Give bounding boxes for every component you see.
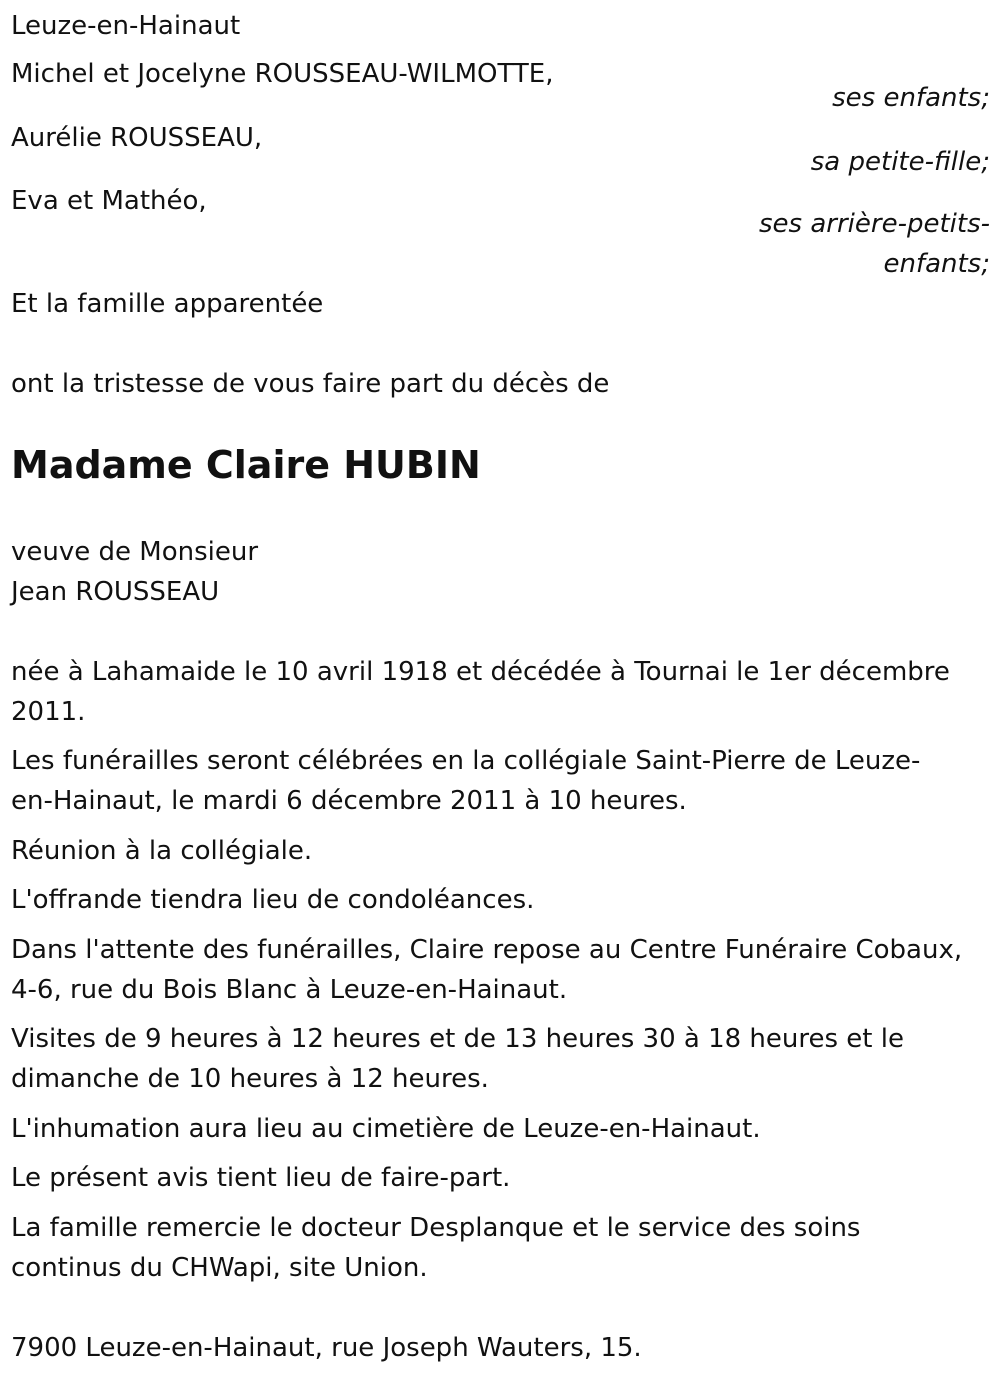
- repose-line-2: 4-6, rue du Bois Blanc à Leuze-en-Hainaut.: [11, 975, 568, 1005]
- funeral-line-1: Les funérailles seront célébrées en la collégiale Saint-Pierre de Leuze-: [11, 746, 921, 776]
- family-granddaughter-relation: sa petite-fille;: [810, 147, 990, 177]
- announcement: ont la tristesse de vous faire part du décès de: [11, 369, 610, 399]
- family-great-grandchildren-relation-2: enfants;: [883, 249, 990, 279]
- widow-of-line-2: Jean ROUSSEAU: [11, 577, 220, 607]
- widow-of-line-1: veuve de Monsieur: [11, 537, 259, 567]
- family-great-grandchildren-names: Eva et Mathéo,: [11, 186, 207, 216]
- funeral-line-2: en-Hainaut, le mardi 6 décembre 2011 à 10 heures.: [11, 786, 687, 816]
- family-granddaughter-names: Aurélie ROUSSEAU,: [11, 123, 263, 153]
- header-city: Leuze-en-Hainaut: [11, 11, 241, 41]
- meeting-info: Réunion à la collégiale.: [11, 836, 313, 866]
- visits-line-2: dimanche de 10 heures à 12 heures.: [11, 1064, 489, 1094]
- burial-info: L'inhumation aura lieu au cimetière de Leuze-en-Hainaut.: [11, 1114, 761, 1144]
- repose-line-1: Dans l'attente des funérailles, Claire repose au Centre Funéraire Cobaux,: [11, 935, 963, 965]
- thanks-line-1: La famille remercie le docteur Desplanque et le service des soins: [11, 1213, 861, 1243]
- deceased-name: Madame Claire HUBIN: [11, 443, 481, 487]
- address: 7900 Leuze-en-Hainaut, rue Joseph Wauters, 15.: [11, 1333, 642, 1363]
- thanks-line-2: continus du CHWapi, site Union.: [11, 1253, 428, 1283]
- extended-family: Et la famille apparentée: [11, 289, 324, 319]
- offering-info: L'offrande tiendra lieu de condoléances.: [11, 885, 535, 915]
- family-children-relation: ses enfants;: [832, 83, 990, 113]
- visits-line-1: Visites de 9 heures à 12 heures et de 13 heures 30 à 18 heures et le: [11, 1024, 904, 1054]
- notice-info: Le présent avis tient lieu de faire-part.: [11, 1163, 511, 1193]
- family-children-names: Michel et Jocelyne ROUSSEAU-WILMOTTE,: [11, 59, 554, 89]
- birth-death-line-2: 2011.: [11, 697, 86, 727]
- family-great-grandchildren-relation-1: ses arrière-petits-: [759, 209, 990, 239]
- birth-death-line-1: née à Lahamaide le 10 avril 1918 et décédée à Tournai le 1er décembre: [11, 657, 950, 687]
